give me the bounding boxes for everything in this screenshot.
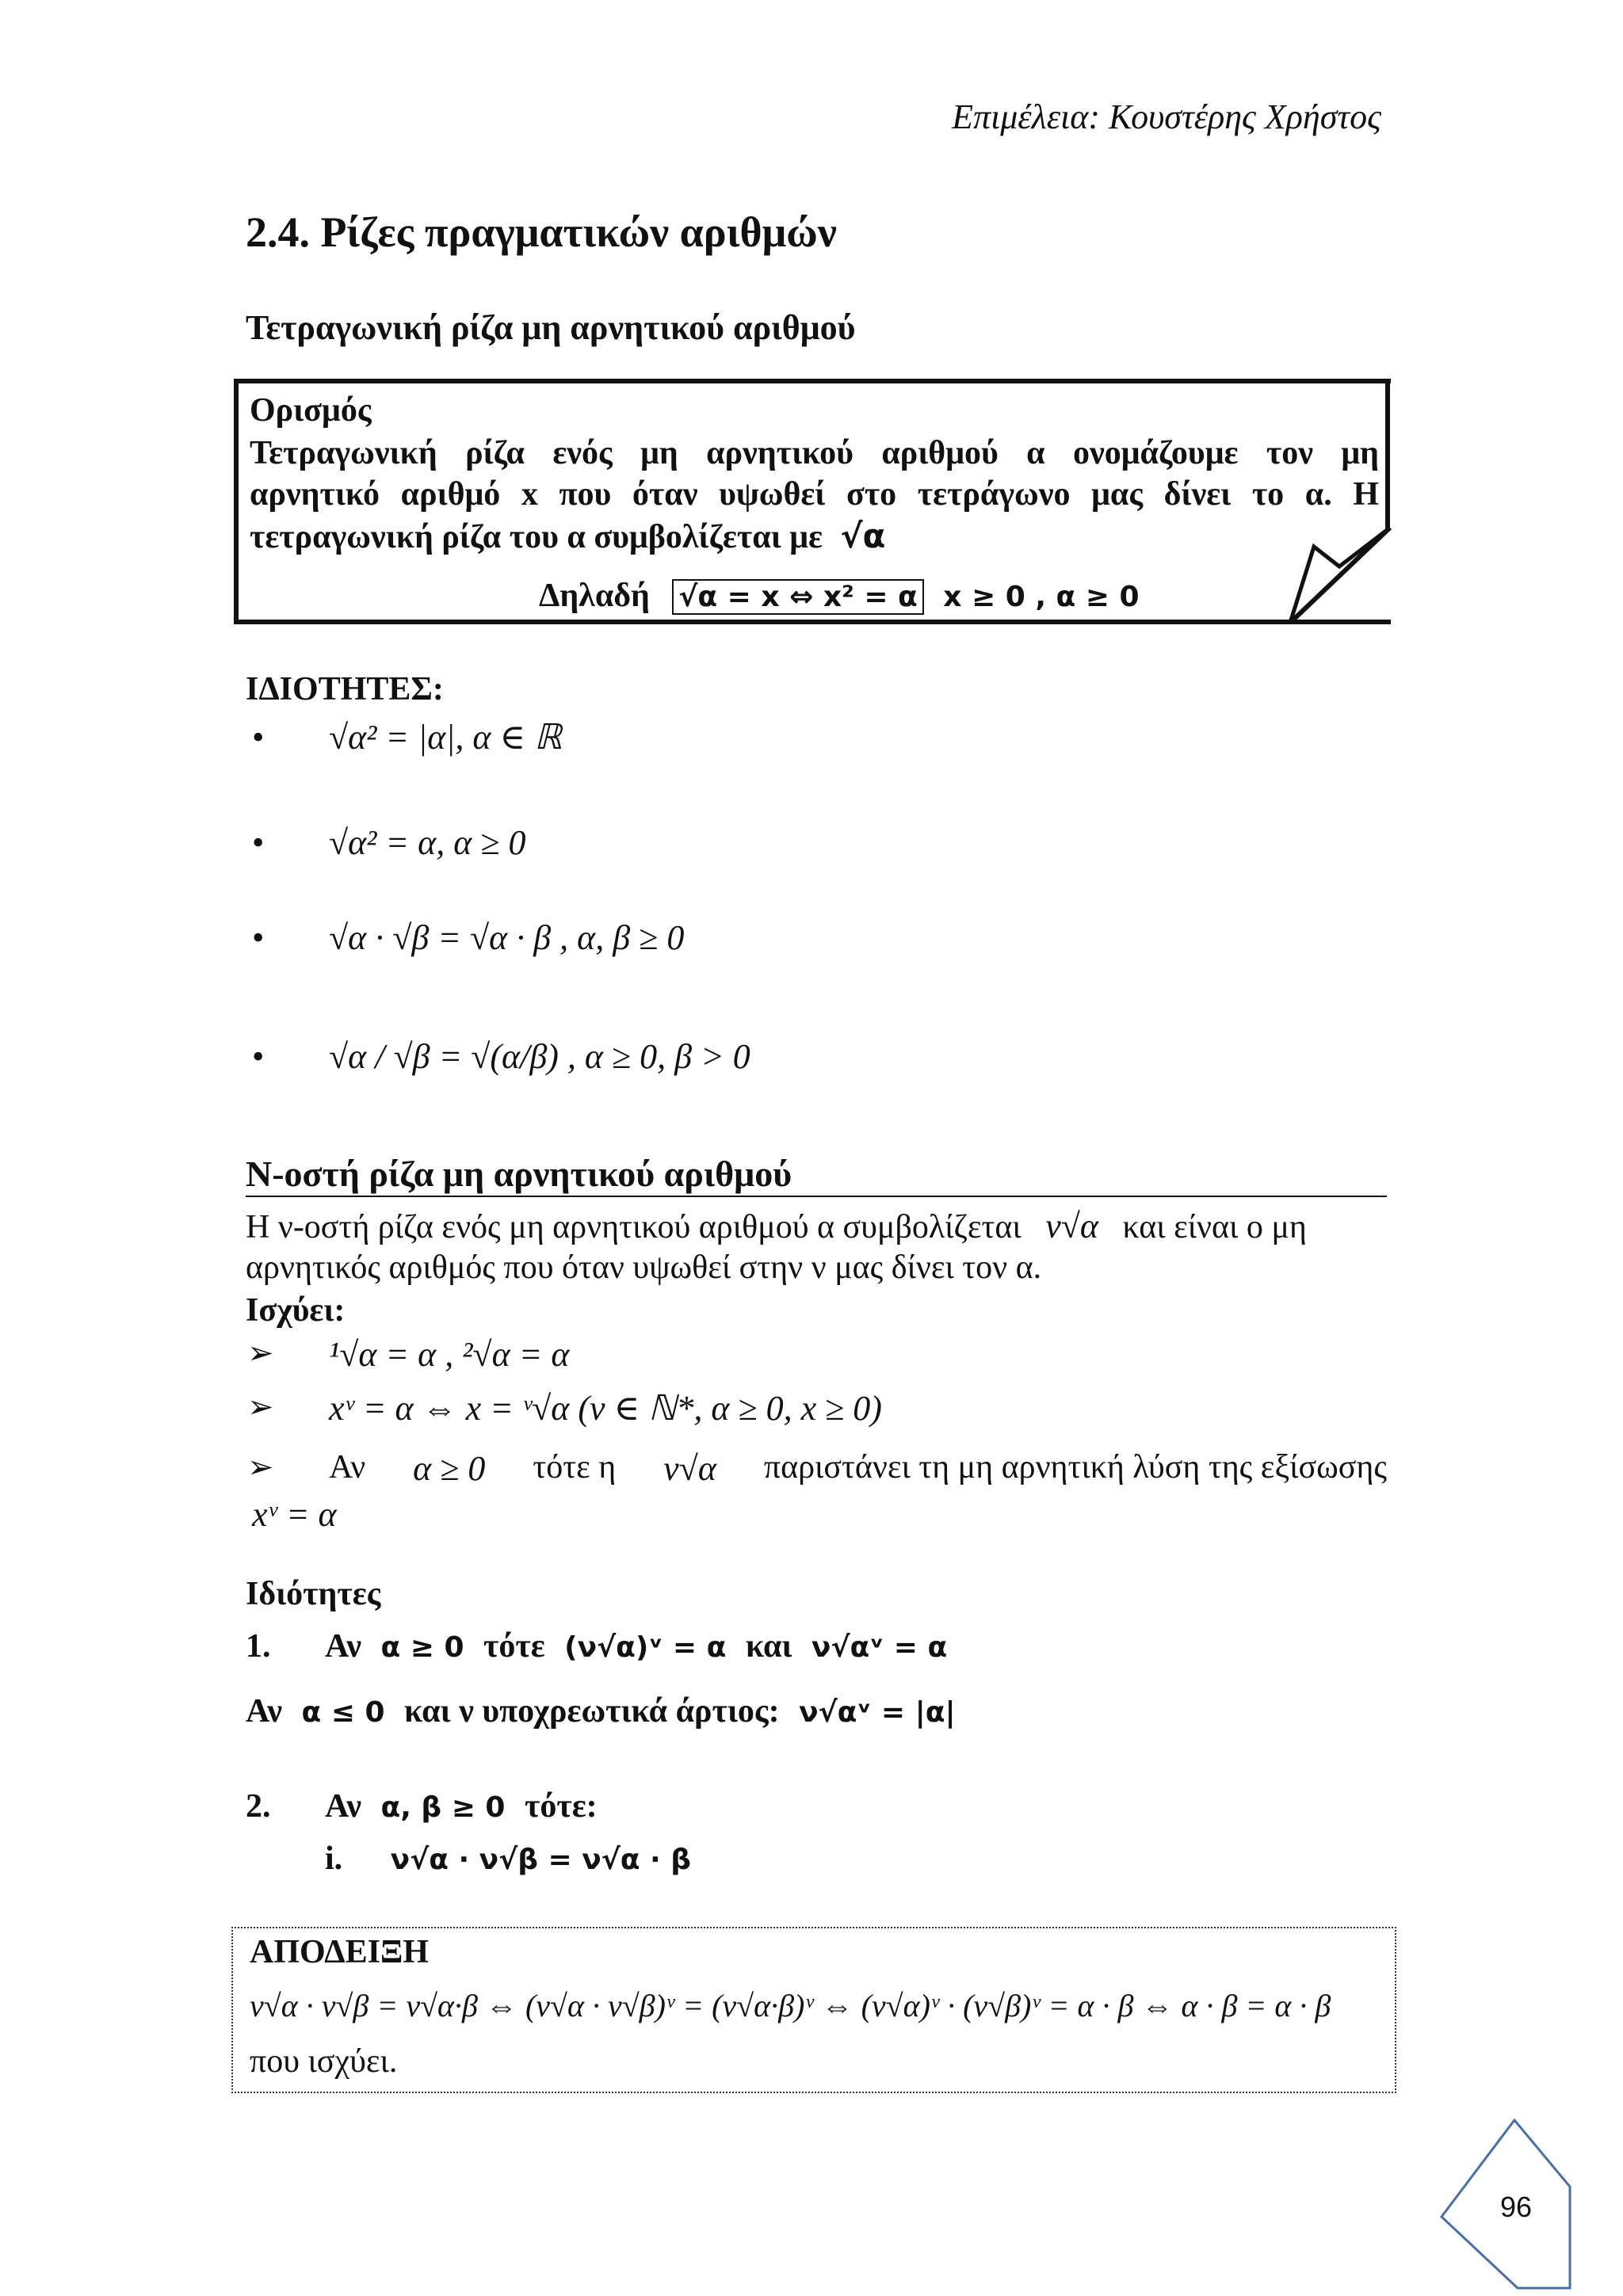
property-2i-row bbox=[325, 1840, 691, 1878]
property-1-row bbox=[325, 1627, 947, 1665]
nth-root-intro-symbol: ν√α bbox=[1045, 1207, 1098, 1245]
property-1-condition: α ≥ 0 bbox=[380, 1631, 464, 1664]
section-subtitle: Τετραγωνική ρίζα μη αρνητικού αριθμού bbox=[246, 308, 856, 347]
nth-root-intro-line-2: αρνητικός αριθμός που όταν υψωθεί στην ν μας δίνει τον α. bbox=[246, 1249, 1042, 1286]
property-1b-row bbox=[246, 1692, 956, 1730]
property-1b-text: και ν υποχρεωτικά άρτιος: bbox=[404, 1693, 780, 1730]
nth-root-intro-text-1: Η ν-οστή ρίζα ενός μη αρνητικού αριθμού α συμβολίζεται bbox=[246, 1209, 1022, 1245]
properties-title: ΙΔΙΟΤΗΤΕΣ: bbox=[246, 671, 444, 707]
property-1-if: Αν bbox=[325, 1628, 361, 1665]
property-2-number: 2. bbox=[246, 1788, 271, 1825]
property-1-then: τότε bbox=[483, 1628, 545, 1665]
property-1-and: και bbox=[745, 1628, 792, 1665]
definition-line-3 bbox=[250, 517, 1379, 556]
property-1-formula-2: ν√αᵛ = α bbox=[811, 1631, 948, 1664]
bullet-icon: • bbox=[252, 823, 265, 862]
definition-box-right-edge bbox=[1385, 379, 1390, 529]
property-2-then: τότε: bbox=[524, 1788, 598, 1825]
holds-line-3 bbox=[329, 1448, 1387, 1489]
definition-line-2: αρνητικό αριθμό x που όταν υψωθεί στο τετράγωνο μας δίνει το α. Η bbox=[250, 476, 1379, 513]
page-number: 96 bbox=[1500, 2191, 1533, 2223]
bullet-icon: • bbox=[252, 718, 265, 757]
property-formula-2: √α² = α, α ≥ 0 bbox=[329, 823, 526, 862]
holds-3-if: Αν bbox=[329, 1449, 366, 1486]
definition-sqrt-symbol: √α bbox=[840, 517, 886, 555]
holds-formula-2: xᵛ = α ⇔ x = ᵛ√α (ν ∈ ℕ*, α ≥ 0, x ≥ 0) bbox=[329, 1389, 882, 1428]
definition-that-is: Δηλαδή bbox=[539, 578, 650, 614]
property-2-row bbox=[325, 1787, 598, 1825]
page-header-author: Επιμέλεια: Κουστέρης Χρήστος bbox=[952, 97, 1381, 136]
nth-root-title: Ν-οστή ρίζα μη αρνητικού αριθμού bbox=[246, 1154, 792, 1194]
definition-boxed-formula: √α = x ⇔ x² = α bbox=[672, 579, 923, 615]
holds-3-symbol: ν√α bbox=[663, 1449, 716, 1488]
definition-line-3-text: τετραγωνική ρίζα του α συμβολίζεται με bbox=[250, 519, 823, 555]
holds-3-condition: α ≥ 0 bbox=[413, 1449, 486, 1488]
property-formula-3: √α · √β = √α · β , α, β ≥ 0 bbox=[329, 918, 685, 957]
property-2i-label: i. bbox=[325, 1840, 343, 1877]
property-formula-4: √α / √β = √(α/β) , α ≥ 0, β > 0 bbox=[329, 1037, 750, 1076]
definition-line-1: Τετραγωνική ρίζα ενός μη αρνητικού αριθμού α ονομάζουμε τον μη bbox=[250, 435, 1379, 471]
arrow-bullet-icon: ➢ bbox=[247, 1389, 274, 1425]
property-formula-1: √α² = |α|, α ∈ ℝ bbox=[329, 718, 562, 757]
property-2-condition: α, β ≥ 0 bbox=[380, 1791, 506, 1824]
property-1b-condition: α ≤ 0 bbox=[301, 1696, 385, 1729]
holds-label: Ισχύει: bbox=[246, 1292, 346, 1329]
proof-formula: ν√α · ν√β = ν√α·β ⇔ (ν√α · ν√β)ᵛ = (ν√α·β)ᵛ ⇔ (ν√α)ᵛ · (ν√β)ᵛ = α · β ⇔ α · β = α · β bbox=[250, 1988, 1331, 2023]
nth-root-intro bbox=[246, 1206, 1387, 1246]
proof-conclusion: που ισχύει. bbox=[250, 2043, 398, 2080]
holds-3-then: τότε η bbox=[533, 1449, 617, 1486]
holds-3-text: παριστάνει τη μη αρνητική λύση της εξίσωσης bbox=[763, 1449, 1387, 1486]
property-1b-if: Αν bbox=[246, 1693, 282, 1730]
holds-3-equation: xᵛ = α bbox=[252, 1495, 337, 1534]
property-1-formula-1: (ν√α)ᵛ = α bbox=[564, 1631, 727, 1664]
definition-conditions: x ≥ 0 , α ≥ 0 bbox=[943, 581, 1140, 613]
definition-formula-row bbox=[539, 577, 1140, 615]
arrow-bullet-icon: ➢ bbox=[247, 1449, 274, 1485]
bullet-icon: • bbox=[252, 918, 265, 957]
property-1b-formula: ν√αᵛ = |α| bbox=[799, 1696, 956, 1729]
nth-root-intro-text-2: και είναι ο μη bbox=[1122, 1209, 1307, 1245]
property-2i-formula: ν√α · ν√β = ν√α · β bbox=[390, 1844, 691, 1876]
holds-formula-1: ¹√α = α , ²√α = α bbox=[329, 1335, 570, 1374]
property-1-number: 1. bbox=[246, 1628, 271, 1665]
bullet-icon: • bbox=[252, 1037, 265, 1076]
proof-title: ΑΠΟΔΕΙΞΗ bbox=[250, 1934, 430, 1970]
properties-subtitle: Ιδιότητες bbox=[246, 1576, 381, 1612]
property-2-if: Αν bbox=[325, 1788, 361, 1825]
definition-label: Ορισμός bbox=[250, 392, 372, 429]
nth-root-divider bbox=[246, 1196, 1387, 1197]
section-title: 2.4. Ρίζες πραγματικών αριθμών bbox=[246, 208, 837, 256]
arrow-bullet-icon: ➢ bbox=[247, 1335, 274, 1371]
